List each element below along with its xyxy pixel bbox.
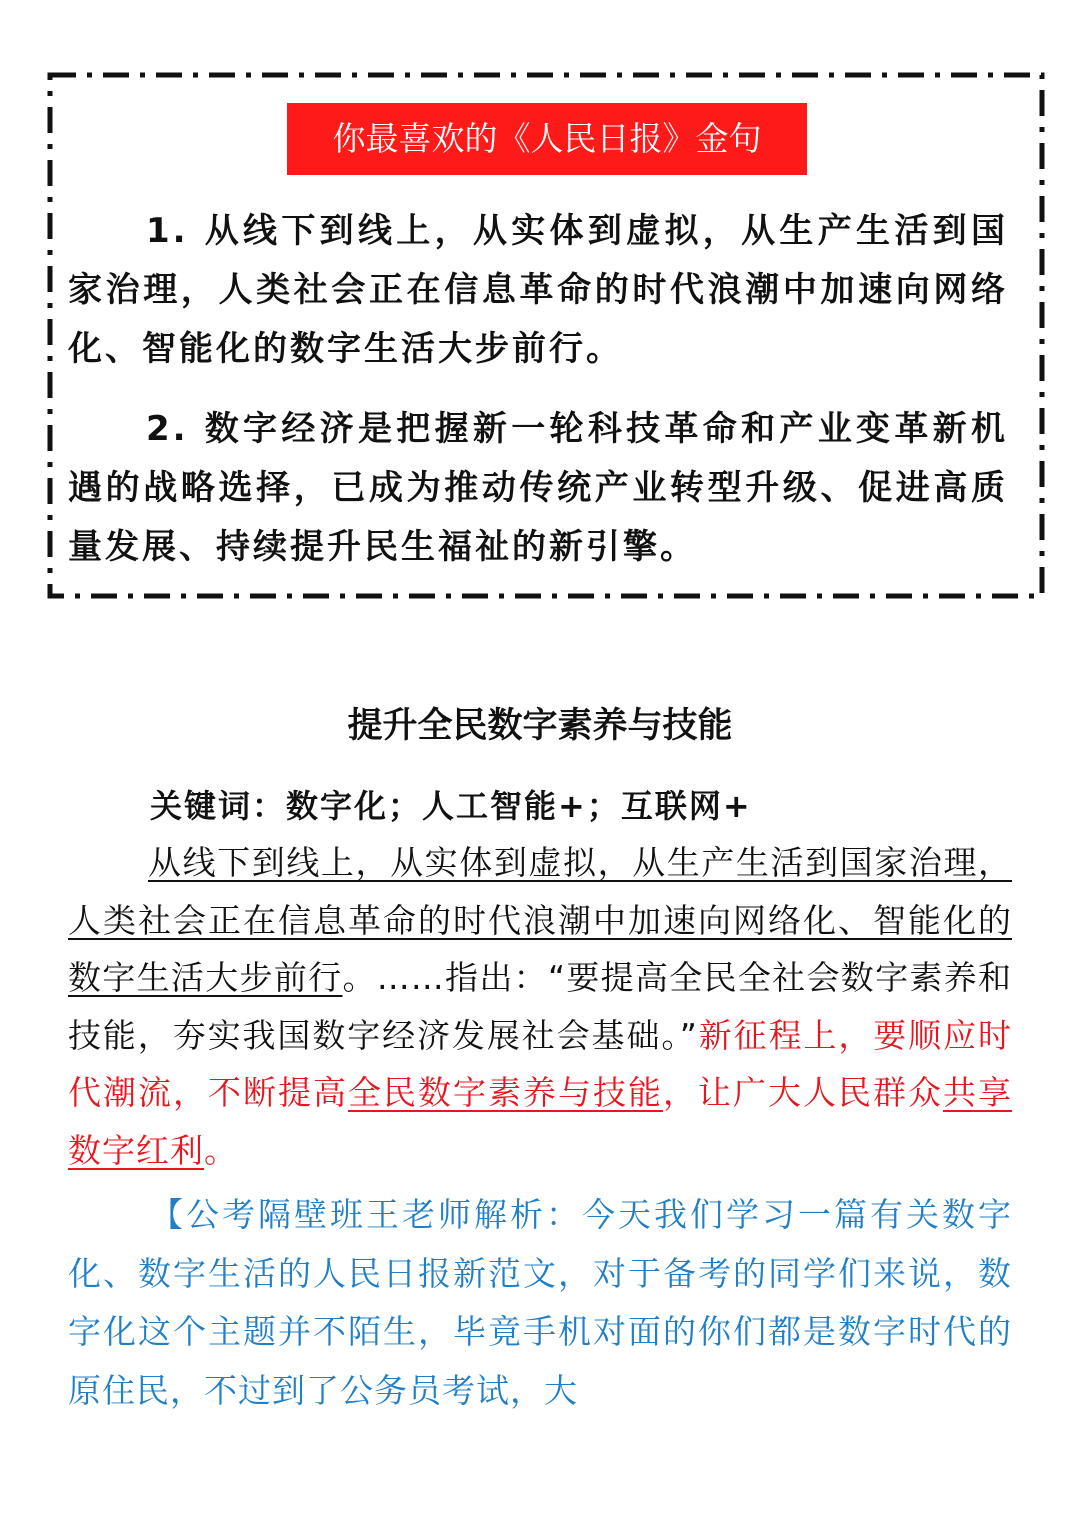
red-underlined-1: 全民数字素养与技能 <box>348 1073 663 1112</box>
quote-2: 2. 数字经济是把握新一轮科技革命和产业变革新机遇的战略选择，已成为推动传统产业转型升级、促进高质量发展、持续提升民生福祉的新引擎。 <box>68 409 1008 567</box>
quote-1: 1. 从线下到线上，从实体到虚拟，从生产生活到国家治理，人类社会正在信息革命的时代浪潮中加速向网络化、智能化的数字生活大步前行。 <box>68 211 1008 369</box>
article-body: 。……指出：“要提高全民全社会数字素养和技能，夯实我国数字经济发展社会基础。” <box>68 958 1012 1055</box>
section-title: 提升全民数字素养与技能 <box>347 706 733 746</box>
red-highlight-2: ，让广大人民群众 <box>663 1073 943 1112</box>
keywords: 关键词：数字化；人工智能+；互联网+ <box>150 787 752 825</box>
analysis-paragraph: 【公考隔壁班王老师解析：今天我们学习一篇有关数字化、数字生活的人民日报新范文，对于备考的同学们来说，数字化这个主题并不陌生，毕竟手机对面的你们都是数字时代的原住民，不过到了公务员考试，大 <box>68 1195 1012 1410</box>
underlined-intro: 从线下到线上，从实体到虚拟，从生产生活到国家治理，人类社会正在信息革命的时代浪潮中加速向网络化、智能化的数字生活大步前行 <box>68 843 1012 997</box>
banner-title: 你最喜欢的《人民日报》金句 <box>287 103 807 175</box>
red-underlined-2: 共享数字红利 <box>68 1073 1012 1170</box>
article-paragraph <box>68 834 1012 1179</box>
red-end: 。 <box>204 1130 238 1170</box>
red-highlight-1: 新征程上，要顺应时代潮流，不断提高 <box>68 1015 1012 1112</box>
